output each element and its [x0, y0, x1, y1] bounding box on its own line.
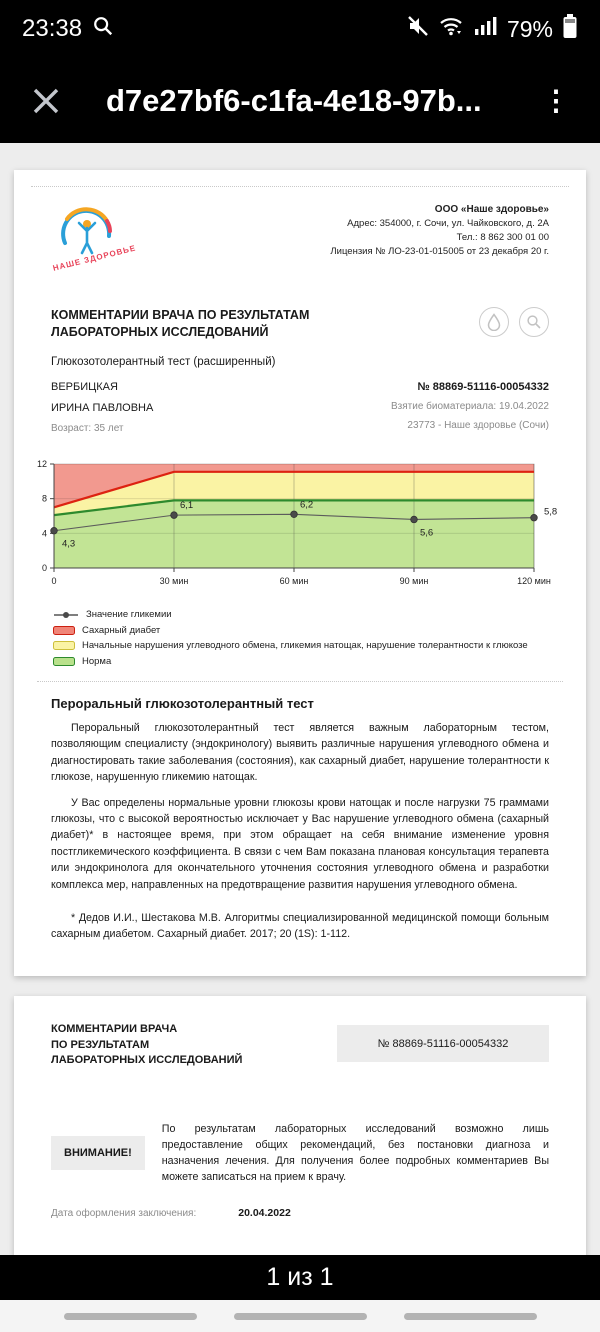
legend-item: [53, 654, 549, 670]
sampling-date: Взятие биоматериала: 19.04.2022: [390, 401, 549, 412]
battery-percent: 79%: [506, 15, 553, 42]
conclusion-date-label: Дата оформления заключения:: [51, 1208, 197, 1220]
svg-text:4,3: 4,3: [62, 538, 76, 550]
attention-text: По результатам лабораторных исследований возможно лишь предоставление общих рекомендаций, без постановки диагноза и назначения лечения. Для получения более подробных комментариев Вы можете записаться на прием к врачу.: [161, 1122, 549, 1184]
doctor-comment-text: [51, 720, 549, 893]
page2-title-line: КОММЕНТАРИИ ВРАЧА: [51, 1023, 178, 1035]
clinic-phone: Тел.: 8 862 300 01 00: [456, 232, 549, 243]
legend-label: Норма: [82, 655, 112, 667]
clinic-logo-text: НАШЕ ЗДОРОВЬЕ: [51, 243, 137, 273]
overflow-menu-button[interactable]: ⋮: [542, 85, 570, 116]
svg-text:6,1: 6,1: [180, 500, 194, 512]
reference-footnote: * Дедов И.И., Шестакова М.В. Алгоритмы специализированной медицинской помощи больным сахарным диабетом. Сахарный диабет. 2017; 20 (1S): 1-112.: [51, 912, 549, 941]
close-button[interactable]: [24, 79, 68, 123]
clinic-address: Адрес: 354000, г. Сочи, ул. Чайковского, д. 2А: [347, 218, 549, 229]
page-2: [14, 996, 586, 1255]
legend-item: [53, 623, 549, 639]
svg-text:6,2: 6,2: [300, 499, 314, 511]
app-bar: [0, 58, 600, 143]
magnifier-icon: [519, 307, 549, 337]
document-title: d7e27bf6-c1fa-4e18-97b...: [106, 82, 482, 118]
svg-text:0: 0: [51, 576, 57, 586]
chart-legend: [53, 607, 549, 669]
report-title: КОММЕНТАРИИ ВРАЧА ПО РЕЗУЛЬТАТАМ ЛАБОРАТОРНЫХ ИССЛЕДОВАНИЙ: [51, 308, 310, 339]
svg-text:0: 0: [41, 563, 47, 573]
svg-text:4: 4: [41, 528, 47, 539]
order-number: № 88869-51116-00054332: [417, 381, 549, 393]
status-bar: [0, 0, 600, 58]
paragraph: У Вас определены нормальные уровни глюкозы крови натощак и после нагрузки 75 граммами глюкозы, что с высокой вероятностью исключает у Вас нарушение углеводного обмена (сахарный диабет)* в настоящее время, при этом обращает на себя внимание изменение уровня постгликемического коэффициента. В связи с чем Вам показана плановая консультация терапевта или эндокринолога для окончательного уточнения состояния углеводного обмена и разработки комплекса мер, направленных на предотвращение развития нарушения углеводного обмена.: [51, 796, 549, 891]
legend-item: [53, 638, 549, 654]
page-indicator-label: 1 из 1: [266, 1263, 334, 1291]
clinic-license: Лицензия № ЛО-23-01-015005 от 23 декабря 20 г.: [330, 246, 549, 257]
status-time: 23:38: [22, 15, 83, 42]
glucose-chart: [24, 458, 576, 599]
svg-text:5,8: 5,8: [544, 506, 558, 518]
mute-icon: [406, 14, 430, 44]
back-button[interactable]: [404, 1313, 537, 1320]
attention-badge: ВНИМАНИЕ!: [51, 1136, 145, 1170]
svg-text:12: 12: [36, 459, 47, 469]
zone-swatch: [53, 641, 75, 650]
divider: [31, 186, 569, 187]
legend-label: Сахарный диабет: [82, 624, 161, 636]
page-indicator: [0, 1255, 600, 1300]
svg-text:30 мин: 30 мин: [159, 576, 189, 586]
signal-icon: [474, 15, 498, 43]
zone-swatch: [53, 657, 75, 666]
svg-text:60 мин: 60 мин: [279, 576, 309, 586]
conclusion-date-value: 20.04.2022: [238, 1207, 291, 1220]
clinic-logo: [51, 203, 161, 273]
page-1: [14, 170, 586, 976]
battery-icon: [562, 13, 578, 45]
clinic-name: ООО «Наше здоровье»: [434, 204, 549, 215]
legend-label: Значение гликемии: [86, 609, 172, 620]
home-button[interactable]: [234, 1313, 367, 1320]
recents-button[interactable]: [64, 1313, 197, 1320]
search-icon: [92, 15, 114, 44]
paragraph: Пероральный глюкозотолерантный тест является важным лабораторным тестом, позволяющим специалисту (эндокринологу) выявить различные нарушения углеводного обмена и диагностировать такие заболевания (состояния), как сахарный диабет, нарушение толерантности к глюкозе, нарушенную гликемию натощак.: [51, 722, 549, 784]
wifi-icon: [439, 14, 465, 44]
droplet-icon: [479, 307, 509, 337]
section-heading: Пероральный глюкозотолерантный тест: [51, 696, 314, 711]
patient-first-name: ИРИНА ПАВЛОВНА: [51, 402, 154, 414]
lab-office: 23773 - Наше здоровье (Сочи): [407, 420, 549, 431]
svg-text:8: 8: [41, 493, 47, 504]
legend-item: [53, 607, 549, 623]
zone-swatch: [53, 626, 75, 635]
page2-order-number: № 88869-51116-00054332: [337, 1025, 549, 1062]
test-name: Глюкозотолерантный тест (расширенный): [51, 356, 276, 368]
svg-text:90 мин: 90 мин: [399, 576, 429, 586]
pdf-viewport[interactable]: [0, 143, 600, 1255]
legend-label: Начальные нарушения углеводного обмена, гликемия натощак, нарушение толерантности к глюкозе: [82, 640, 528, 651]
page2-title-line: ПО РЕЗУЛЬТАТАМ: [51, 1038, 150, 1051]
android-nav-bar: [0, 1300, 600, 1332]
series-line-swatch: [53, 610, 79, 620]
svg-text:5,6: 5,6: [420, 527, 434, 539]
page2-title-line: ЛАБОРАТОРНЫХ ИССЛЕДОВАНИЙ: [51, 1054, 243, 1066]
clinic-header: [51, 203, 549, 273]
svg-text:120 мин: 120 мин: [517, 576, 551, 586]
page2-title: [51, 1022, 242, 1069]
patient-age: Возраст: 35 лет: [51, 423, 124, 434]
patient-last-name: ВЕРБИЦКАЯ: [51, 381, 118, 393]
divider: [37, 681, 563, 682]
